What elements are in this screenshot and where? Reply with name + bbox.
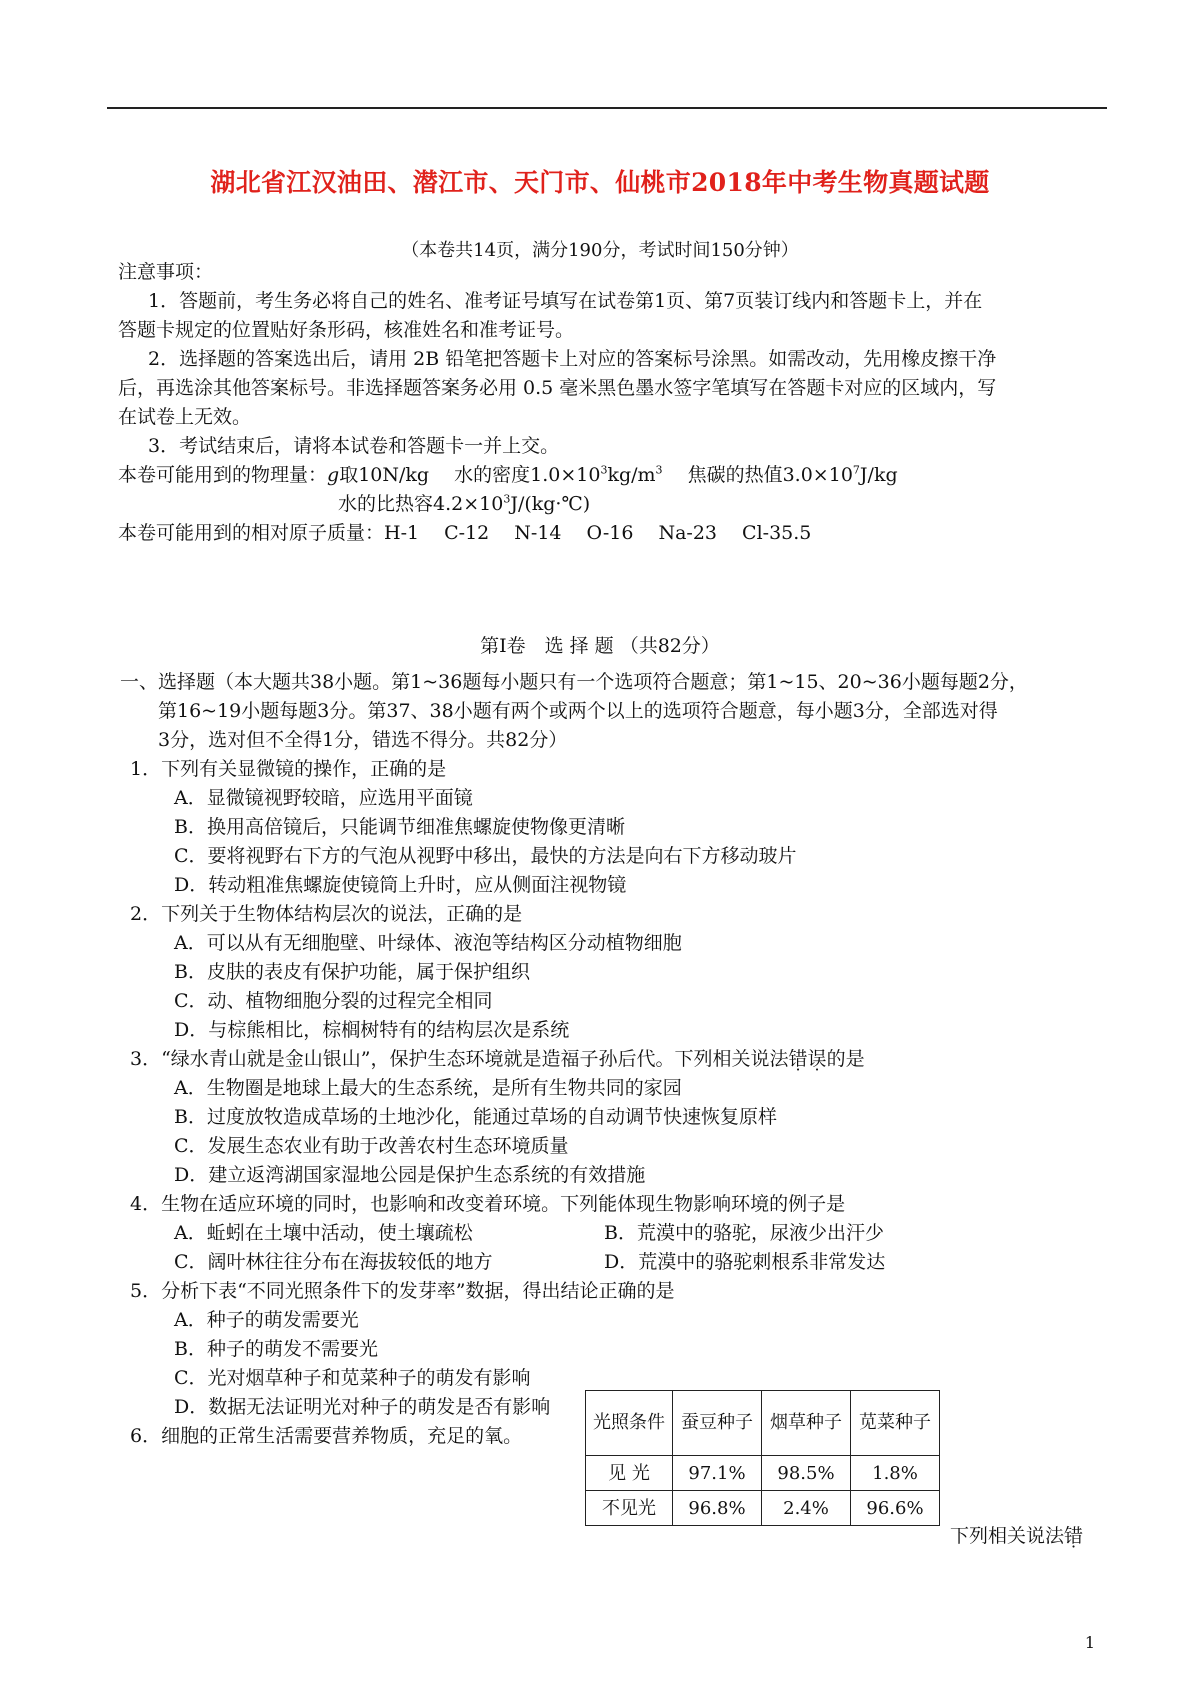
notice-section xyxy=(118,258,1103,548)
g-value: 取10N/kg xyxy=(339,464,430,486)
page-title: 湖北省江汉油田、潜江市、天门市、仙桃市2018年中考生物真题试题 xyxy=(210,168,990,197)
q3-option-b: B．过度放牧造成草场的土地沙化，能通过草场的自动调节快速恢复原样 xyxy=(174,1106,777,1128)
notice-item-1a: 1．答题前，考生务必将自己的姓名、准考证号填写在试卷第1页、第7页装订线内和答题卡上，并在 xyxy=(148,290,983,312)
table-cell: 97.1% xyxy=(673,1456,762,1491)
q5-option-b: B．种子的萌发不需要光 xyxy=(174,1338,378,1360)
density-unit: kg/m xyxy=(607,464,656,486)
table-cell: 96.6% xyxy=(851,1491,940,1526)
page-number: 1 xyxy=(1084,1633,1095,1652)
table-cell: 1.8% xyxy=(851,1456,940,1491)
q4-options-row-2 xyxy=(120,1248,1105,1277)
physics-label: 本卷可能用到的物理量： xyxy=(118,464,328,486)
q5-option-d: D．数据无法证明光对种子的萌发是否有影响 xyxy=(174,1396,551,1418)
q5-option-a: A．种子的萌发需要光 xyxy=(174,1309,359,1331)
table-cell: 2.4% xyxy=(762,1491,851,1526)
q2-option-a: A．可以从有无细胞壁、叶绿体、液泡等结构区分动植物细胞 xyxy=(174,932,682,954)
q3-stem xyxy=(120,1045,1105,1074)
heat-unit: J/(kg·℃) xyxy=(510,493,591,515)
q6-emphasis: 错 xyxy=(1064,1525,1084,1547)
atomic-mass-line: 本卷可能用到的相对原子质量：H-1 C-12 N-14 O-16 Na-23 Cl-35.5 xyxy=(118,522,812,544)
table-header-cell: 苋菜种子 xyxy=(851,1391,940,1456)
part1-line-2: 第16~19小题每题3分。第37、38小题有两个或两个以上的选项符合题意，每小题3分，全部选对得 xyxy=(158,700,998,722)
q1-option-c: C．要将视野右下方的气泡从视野中移出，最快的方法是向右下方移动玻片 xyxy=(174,845,797,867)
density-unit-exponent: 3 xyxy=(655,463,663,477)
table-header-row xyxy=(586,1391,940,1456)
density-exponent: 3 xyxy=(600,463,608,477)
q2-option-c: C．动、植物细胞分裂的过程完全相同 xyxy=(174,990,493,1012)
q3-option-a: A．生物圈是地球上最大的生态系统，是所有生物共同的家园 xyxy=(174,1077,682,1099)
q1-option-d: D．转动粗准焦螺旋使镜筒上升时，应从侧面注视物镜 xyxy=(174,874,627,896)
coke-exponent: 7 xyxy=(852,463,860,477)
notice-item-3: 3．考试结束后，请将本试卷和答题卡一并上交。 xyxy=(148,435,560,457)
table-cell: 不见光 xyxy=(586,1491,673,1526)
q6-stem: 6．细胞的正常生活需要营养物质，充足的氧。 xyxy=(130,1425,523,1447)
table-header-cell: 烟草种子 xyxy=(762,1391,851,1456)
notice-item-2c: 在试卷上无效。 xyxy=(118,406,252,428)
coke-unit: J/kg xyxy=(859,464,898,486)
section-heading: 第Ⅰ卷 选 择 题 （共82分） xyxy=(480,635,720,657)
table-cell: 98.5% xyxy=(762,1456,851,1491)
q4-options-row-1 xyxy=(120,1219,1105,1248)
q1-stem: 1．下列有关显微镜的操作，正确的是 xyxy=(130,758,447,780)
specific-heat-line xyxy=(118,490,1103,519)
q6-tail-text: 下列相关说法 xyxy=(950,1525,1065,1547)
q4-option-b: B．荒漠中的骆驼，尿液少出汗少 xyxy=(604,1222,884,1244)
q4-option-a: A．蚯蚓在土壤中活动，使土壤疏松 xyxy=(174,1222,473,1244)
q6-stem-tail xyxy=(950,1522,1083,1551)
notice-item-2b: 后，再选涂其他答案标号。非选择题答案务必用 0.5 毫米黑色墨水签字笔填写在答题卡对应的区域内，写 xyxy=(118,377,997,399)
g-symbol: g xyxy=(327,464,340,486)
specific-heat: 水的比热容4.2×10 xyxy=(338,493,504,515)
q3-option-c: C．发展生态农业有助于改善农村生态环境质量 xyxy=(174,1135,569,1157)
q2-option-b: B．皮肤的表皮有保护功能，属于保护组织 xyxy=(174,961,530,983)
q1-option-a: A．显微镜视野较暗，应选用平面镜 xyxy=(174,787,473,809)
q4-stem: 4．生物在适应环境的同时，也影响和改变着环境。下列能体现生物影响环境的例子是 xyxy=(130,1193,846,1215)
physics-constants-line xyxy=(118,461,1103,490)
water-density: 水的密度1.0×10 xyxy=(454,464,601,486)
table-cell: 96.8% xyxy=(673,1491,762,1526)
questions-section xyxy=(120,668,1105,1451)
q3-option-d: D．建立返湾湖国家湿地公园是保护生态系统的有效措施 xyxy=(174,1164,646,1186)
q3-emphasis-2: 误 xyxy=(807,1048,827,1070)
heat-exponent: 3 xyxy=(503,492,511,506)
table-row xyxy=(586,1456,940,1491)
table-cell: 见 光 xyxy=(586,1456,673,1491)
q1-option-b: B．换用高倍镜后，只能调节细准焦螺旋使物像更清晰 xyxy=(174,816,625,838)
germination-table xyxy=(585,1390,940,1526)
part1-line-1: 一、选择题（本大题共38小题。第1~36题每小题只有一个选项符合题意；第1~15、20~36小题每题2分， xyxy=(120,671,1028,693)
q2-stem: 2．下列关于生物体结构层次的说法，正确的是 xyxy=(130,903,523,925)
q3-stem-end: 的是 xyxy=(826,1048,865,1070)
q5-option-c: C．光对烟草种子和苋菜种子的萌发有影响 xyxy=(174,1367,531,1389)
q5-stem: 5．分析下表“不同光照条件下的发芽率”数据，得出结论正确的是 xyxy=(130,1280,675,1302)
table-header-cell: 蚕豆种子 xyxy=(673,1391,762,1456)
page-subtitle: （本卷共14页，满分190分，考试时间150分钟） xyxy=(401,240,799,261)
q2-option-d: D．与棕熊相比，棕榈树特有的结构层次是系统 xyxy=(174,1019,570,1041)
q3-emphasis-1: 错 xyxy=(788,1048,808,1070)
q4-option-c: C．阔叶林往往分布在海拔较低的地方 xyxy=(174,1251,493,1273)
coke-heat: 焦碳的热值3.0×10 xyxy=(687,464,853,486)
header-rule xyxy=(107,107,1107,109)
q4-option-d: D．荒漠中的骆驼刺根系非常发达 xyxy=(604,1251,886,1273)
notice-heading: 注意事项： xyxy=(118,261,214,283)
part1-line-3: 3分，选对但不全得1分，错选不得分。共82分） xyxy=(158,729,568,751)
notice-item-1b: 答题卡规定的位置贴好条形码，核准姓名和准考证号。 xyxy=(118,319,575,341)
q3-stem-text: 3．“绿水青山就是金山银山”，保护生态环境就是造福子孙后代。下列相关说法 xyxy=(130,1048,789,1070)
table-row xyxy=(586,1491,940,1526)
table-header-cell: 光照条件 xyxy=(586,1391,673,1456)
notice-item-2a: 2．选择题的答案选出后，请用 2B 铅笔把答题卡上对应的答案标号涂黑。如需改动，先用橡皮擦干净 xyxy=(148,348,997,370)
